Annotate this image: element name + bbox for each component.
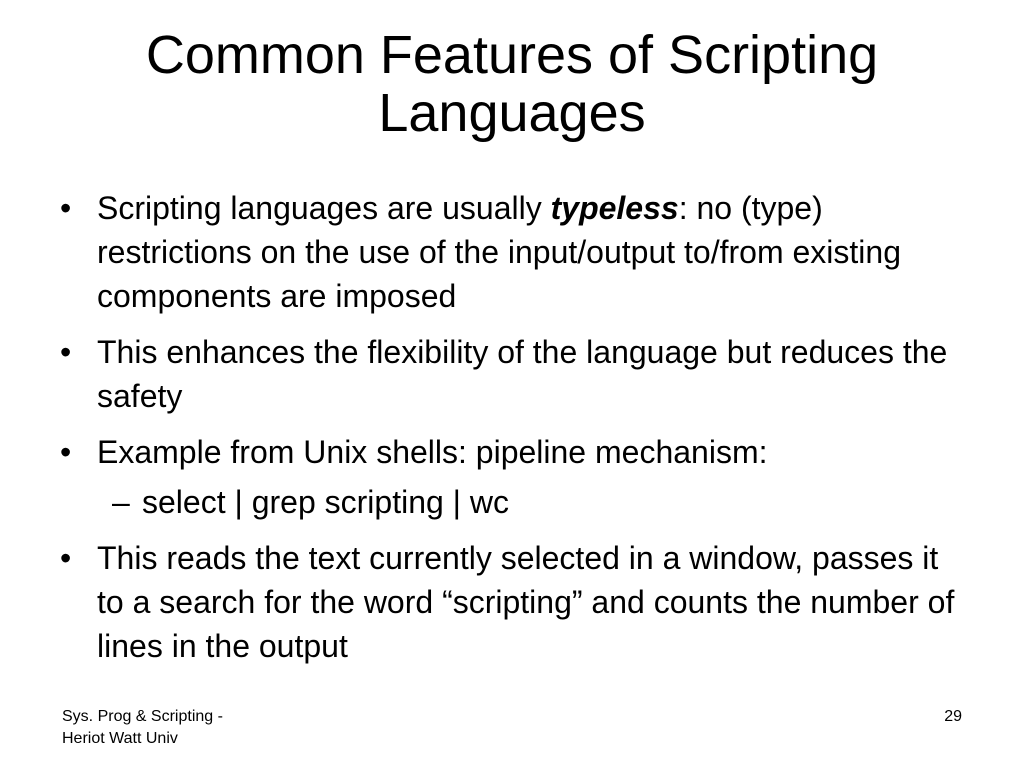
bullet-item bbox=[60, 330, 960, 418]
bullet-item bbox=[60, 186, 960, 318]
bullet-text bbox=[97, 190, 901, 314]
bullet-text-before: Scripting languages are usually bbox=[97, 190, 551, 226]
bullet-emphasis: typeless bbox=[550, 190, 679, 226]
bullet-text: Example from Unix shells: pipeline mechanism: bbox=[97, 434, 768, 470]
bullet-text-after: : no (type) restrictions on the use of the input/output to/from existing components are imposed bbox=[97, 190, 901, 314]
footer-course-line2: Heriot Watt Univ bbox=[62, 730, 178, 747]
bullet-text: This reads the text currently selected in a window, passes it to a search for the word “scripting” and counts the number of lines in the output bbox=[97, 540, 955, 664]
bullet-mark: • bbox=[60, 434, 72, 470]
slide-title bbox=[40, 26, 984, 142]
bullet-mark: • bbox=[60, 190, 72, 226]
bullet-text: This enhances the flexibility of the language but reduces the safety bbox=[97, 334, 948, 414]
bullet-mark: • bbox=[60, 540, 72, 576]
bullet-item bbox=[60, 536, 960, 668]
sub-bullet-mark: – bbox=[112, 484, 130, 520]
bullet-item bbox=[60, 430, 960, 474]
sub-bullet-text: select | grep scripting | wc bbox=[142, 484, 509, 520]
sub-bullet-item bbox=[60, 480, 960, 524]
bullet-list bbox=[60, 186, 960, 680]
footer-course bbox=[62, 706, 322, 750]
bullet-mark: • bbox=[60, 334, 72, 370]
footer-course-line1: Sys. Prog & Scripting - bbox=[62, 708, 223, 725]
slide-title-line1: Common Features of Scripting bbox=[145, 25, 879, 85]
page-number: 29 bbox=[944, 708, 962, 725]
slide-title-line2: Languages bbox=[378, 83, 646, 143]
